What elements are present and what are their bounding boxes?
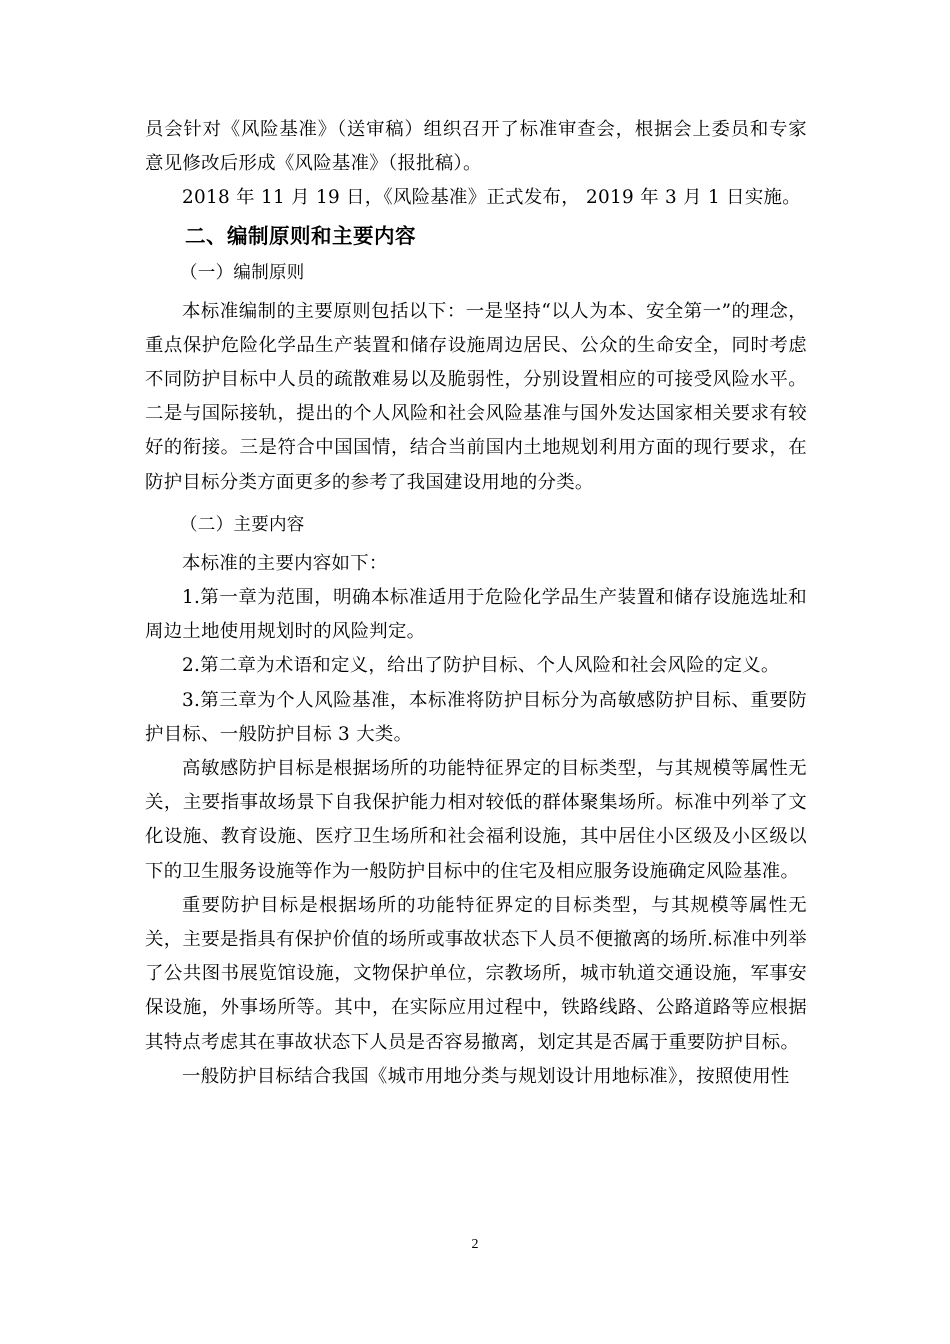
paragraph-important-targets: 重要防护目标是根据场所的功能特征界定的目标类型，与其规模等属性无关，主要是指具有保护价值的场所或事故状态下人员不便撤离的场所.标准中列举了公共图书展览馆设施，文物保护单位，宗教场所，城市轨道交通设施，军事安保设施，外事场所等。其中，在实际应用过程中，铁路线路、公路道路等应根据其特点考虑其在事故状态下人员是否容易撤离，划定其是否属于重要防护目标。 [145, 894, 807, 1053]
paragraph-chapter-1: 1.第一章为范围，明确本标准适用于危险化学品生产装置和储存设施选址和周边土地使用规划时的风险判定。 [145, 587, 807, 643]
paragraph-principles: 本标准编制的主要原则包括以下：一是坚持“以人为本、安全第一”的理念，重点保护危险化学品生产装置和储存设施周边居民、公众的生命安全，同时考虑不同防护目标中人员的疏散难易以及脆弱性，分别设置相应的可接受风险水平。二是与国际接轨，提出的个人风险和社会风险基准与国外发达国家相关要求有较好的衔接。三是符合中国国情，结合当前国内土地规划利用方面的现行要求，在防护目标分类方面更多的参考了我国建设用地的分类。 [145, 300, 807, 493]
subsection-heading-principles: （一）编制原则 [180, 262, 305, 283]
page-number: 2 [471, 1237, 479, 1252]
paragraph-general-targets: 一般防护目标结合我国《城市用地分类与规划设计用地标准》，按照使用性 [182, 1065, 790, 1087]
paragraph-review-meeting: 员会针对《风险基准》（送审稿）组织召开了标准审查会，根据会上委员和专家意见修改后形成《风险基准》（报批稿）。 [145, 119, 807, 175]
paragraph-publication-date: 2018 年 11 月 19 日，《风险基准》正式发布， 2019 年 3 月 1 日实施。 [182, 187, 801, 209]
paragraph-chapter-3: 3.第三章为个人风险基准，本标准将防护目标分为高敏感防护目标、重要防护目标、一般防护目标 3 大类。 [145, 689, 807, 745]
subsection-heading-main-content: （二）主要内容 [180, 514, 305, 535]
section-heading: 二、编制原则和主要内容 [185, 223, 416, 248]
paragraph-chapter-2: 2.第二章为术语和定义，给出了防护目标、个人风险和社会风险的定义。 [182, 655, 780, 677]
paragraph-high-sensitivity-targets: 高敏感防护目标是根据场所的功能特征界定的目标类型，与其规模等属性无关，主要指事故场景下自我保护能力相对较低的群体聚集场所。标准中列举了文化设施、教育设施、医疗卫生场所和社会福利设施，其中居住小区级及小区级以下的卫生服务设施等作为一般防护目标中的住宅及相应服务设施确定风险基准。 [145, 758, 807, 882]
document-body [145, 113, 807, 1094]
paragraph-main-content-intro: 本标准的主要内容如下： [182, 552, 388, 574]
